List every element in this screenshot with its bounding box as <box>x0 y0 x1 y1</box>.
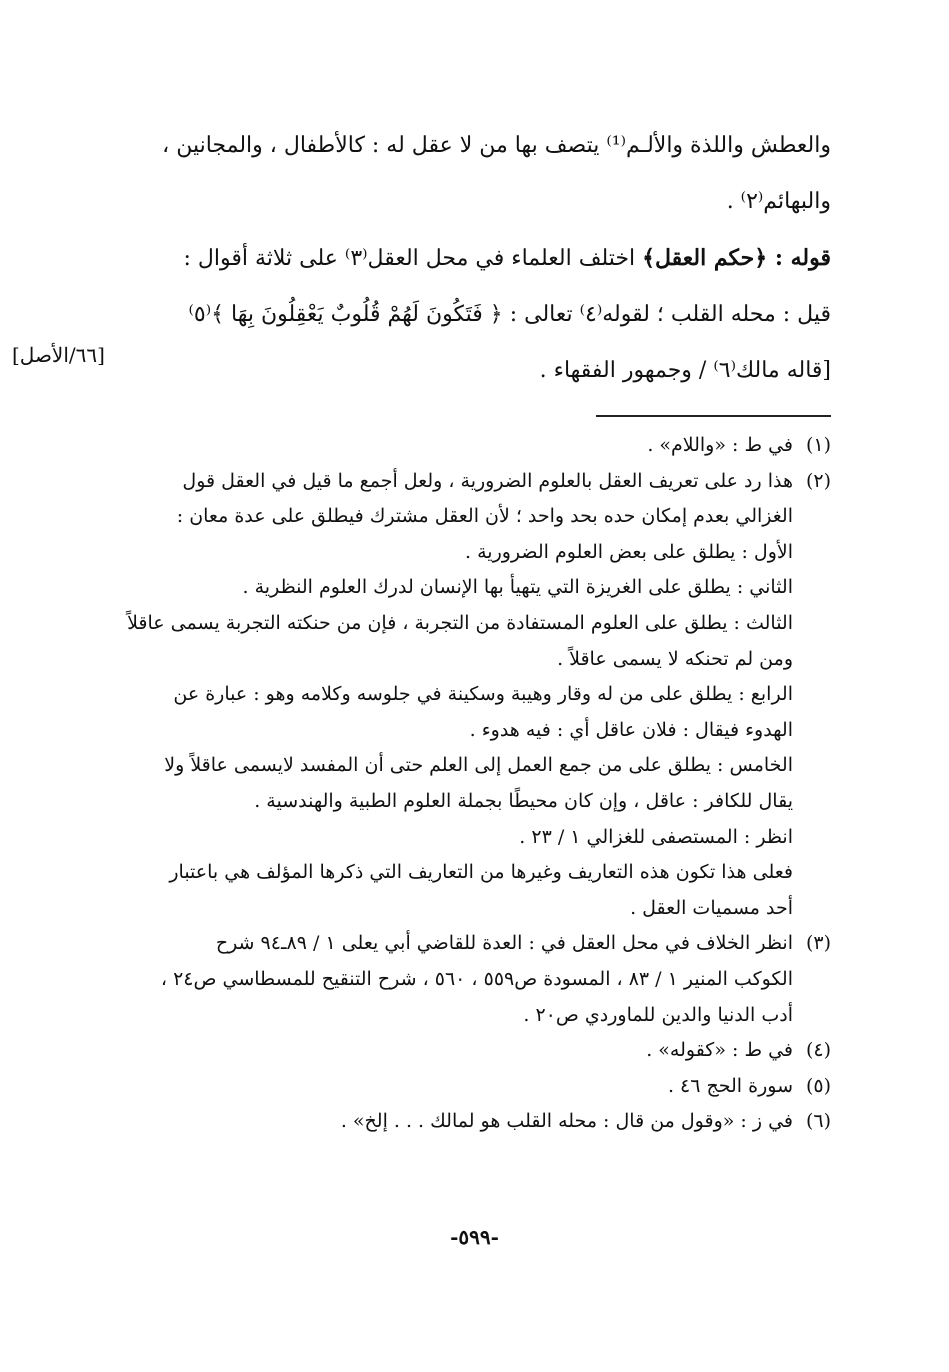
footnote-number: (٣) <box>805 932 831 955</box>
footnote-6 <box>126 1104 831 1140</box>
main-line-3-rest: اختلف العلماء في محل العقل⁽٣⁾ على ثلاثة أقوال : <box>183 246 643 271</box>
footnote-number: (٢) <box>805 469 831 492</box>
footnote-line: الغزالي بعدم إمكان حده بحد واحد ؛ لأن العقل مشترك فيطلق على عدة معان : <box>176 505 793 528</box>
footnote-line: الثالث : يطلق على العلوم المستفادة من التجربة ، فإن من حنكته التجربة يسمى عاقلاً <box>127 611 793 634</box>
footnote-line: الكوكب المنير ١ / ٨٣ ، المسودة ص٥٥٩ ، ٥٦٠ ، شرح التنقيح للمسطاسي ص٢٤ ، <box>160 967 793 990</box>
footnote-1 <box>126 428 831 464</box>
footnote-line: أحد مسميات العقل . <box>630 896 793 919</box>
page-number: -٥٩٩- <box>450 1225 499 1249</box>
footnote-line: يقال للكافر : عاقل ، وإن كان محيطًا بجملة العلوم الطبية والهندسية . <box>254 789 793 812</box>
main-line-2: والبهائم⁽٢⁾ . <box>726 189 831 214</box>
footnote-line: هذا رد على تعريف العقل بالعلوم الضرورية ، ولعل أجمع ما قيل في العقل قول <box>182 469 793 492</box>
main-line-1: والعطش واللذة والألـم⁽¹⁾ يتصف بها من لا عقل له : كالأطفال ، والمجانين ، <box>162 133 831 158</box>
main-text <box>111 118 831 399</box>
footnote-4 <box>126 1033 831 1069</box>
main-line-3 <box>111 230 831 287</box>
footnote-line: الهدوء فيقال : فلان عاقل أي : فيه هدوء . <box>469 718 793 741</box>
footnote-line: ومن لم تحنكه لا يسمى عاقلاً . <box>557 647 793 670</box>
main-line-5: [قاله مالك⁽٦⁾ / وجمهور الفقهاء . <box>539 358 831 383</box>
footnote-line: في ط : «واللام» . <box>647 434 793 456</box>
footnote-line: في ز : «وقول من قال : محله القلب هو لمالك . . . إلخ» . <box>340 1110 793 1133</box>
footnote-2 <box>126 464 831 927</box>
footnote-5 <box>126 1069 831 1105</box>
footnote-line: الخامس : يطلق على من جمع العمل إلى العلم حتى أن المفسد لايسمى عاقلاً ولا <box>164 754 793 777</box>
footnote-line: الرابع : يطلق على من له وقار وهيبة وسكينة في جلوسه وكلامه وهو : عبارة عن <box>173 683 793 706</box>
footnote-line: الأول : يطلق على بعض العلوم الضرورية . <box>465 540 793 563</box>
footnote-separator <box>596 415 831 417</box>
footnotes <box>126 428 831 1140</box>
footnote-line: في ط : «كقوله» . <box>646 1039 793 1062</box>
footnote-line: الثاني : يطلق على الغريزة التي يتهيأ بها الإنسان لدرك العلوم النظرية . <box>242 576 793 599</box>
footnote-number: (١) <box>805 434 831 456</box>
footnote-number: (٥) <box>805 1074 831 1097</box>
section-heading: قوله : ﴿حكم العقل﴾ <box>642 245 831 271</box>
main-line-4: قيل : محله القلب ؛ لقوله⁽٤⁾ تعالى : ﴿ فَتَكُونَ لَهُمْ قُلُوبٌ يَعْقِلُونَ بِهَا ﴾⁽٥⁾ <box>188 302 831 327</box>
footnote-line: انظر : المستصفى للغزالي ١ / ٢٣ . <box>519 825 793 848</box>
footnote-line: فعلى هذا تكون هذه التعاريف وغيرها من التعاريف التي ذكرها المؤلف هي باعتبار <box>169 861 793 884</box>
margin-note: [٦٦/الأصل] <box>12 343 105 367</box>
footnote-number: (٤) <box>805 1039 831 1062</box>
footnote-3 <box>126 926 831 1033</box>
footnote-line: انظر الخلاف في محل العقل في : العدة للقاضي أبي يعلى ١ / ٨٩ـ٩٤ شرح <box>215 932 793 955</box>
footnote-number: (٦) <box>805 1110 831 1133</box>
footnote-line: سورة الحج ٤٦ . <box>667 1074 793 1097</box>
footnote-line: أدب الدنيا والدين للماوردي ص٢٠ . <box>523 1003 793 1026</box>
